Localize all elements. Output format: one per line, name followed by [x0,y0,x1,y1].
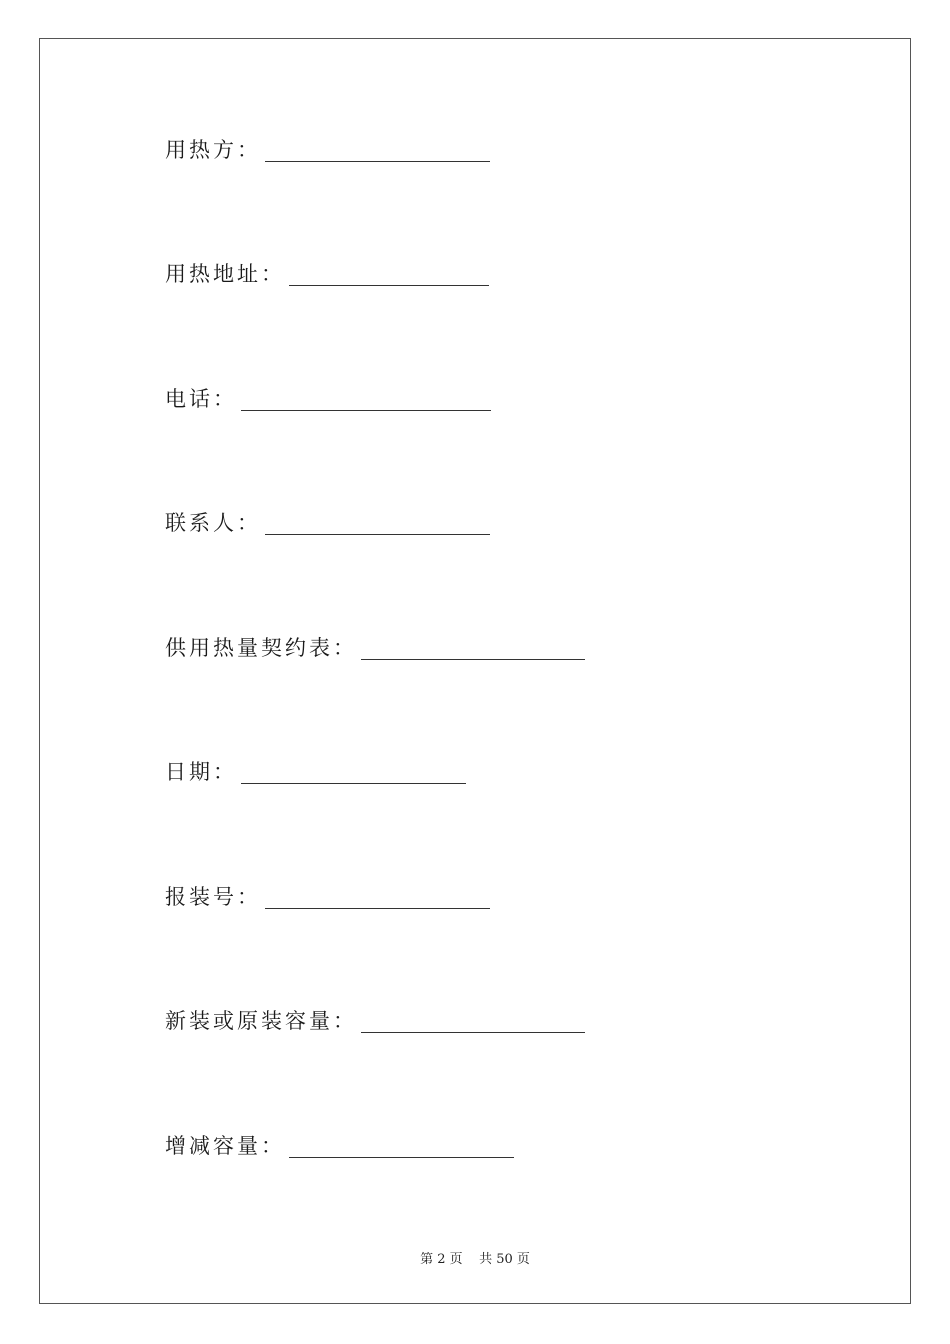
field-blank-line[interactable] [361,1031,585,1033]
field-label: 日期： [165,760,237,784]
field-heat-contract [165,632,585,662]
field-blank-line[interactable] [265,533,490,535]
field-label: 电话： [165,387,237,411]
field-label: 新装或原装容量： [165,1009,357,1033]
page-border [39,38,911,1304]
field-label: 增减容量： [165,1134,285,1158]
field-heat-address [165,258,489,288]
field-phone [165,383,491,413]
field-blank-line[interactable] [289,1156,514,1158]
field-label: 报装号： [165,885,261,909]
field-blank-line[interactable] [241,782,466,784]
field-blank-line[interactable] [265,907,490,909]
field-label: 联系人： [165,511,261,535]
field-capacity-change [165,1130,514,1160]
field-date [165,756,466,786]
page-number-footer: 第 2 页 共 50 页 [420,1252,530,1267]
field-blank-line[interactable] [361,658,585,660]
field-label: 用热方： [165,138,261,162]
field-label: 供用热量契约表： [165,636,357,660]
field-contact-person [165,507,490,537]
field-application-number [165,881,490,911]
field-blank-line[interactable] [265,160,490,162]
field-heat-user [165,134,490,164]
field-capacity [165,1005,585,1035]
field-blank-line[interactable] [289,284,489,286]
field-blank-line[interactable] [241,409,491,411]
field-label: 用热地址： [165,262,285,286]
